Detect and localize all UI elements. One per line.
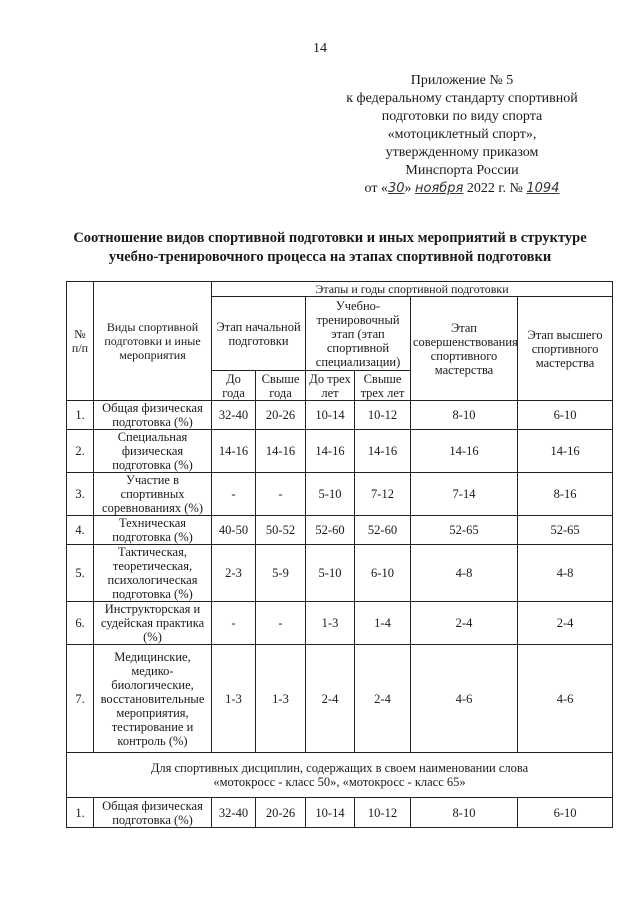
order-date-line bbox=[312, 180, 612, 198]
row-num: 3. bbox=[67, 473, 94, 516]
header-over-year: Свыше года bbox=[256, 371, 306, 401]
subheader-row bbox=[67, 753, 613, 798]
discipline-subheader bbox=[67, 753, 613, 798]
handwritten-day: 30 bbox=[387, 181, 405, 196]
appendix-line: утвержденному приказом bbox=[385, 145, 539, 160]
appendix-line: Приложение № 5 bbox=[410, 73, 514, 88]
cell: 40-50 bbox=[212, 516, 256, 545]
handwritten-order-number: 1094 bbox=[526, 181, 560, 196]
table-row bbox=[67, 430, 613, 473]
date-mid: » bbox=[404, 181, 412, 196]
cell: 20-26 bbox=[256, 401, 306, 430]
cell: 20-26 bbox=[256, 798, 306, 828]
header-stage-perfect: Этап совершенствования спортивного мастерства bbox=[411, 297, 518, 401]
appendix-line: подготовки по виду спорта bbox=[381, 109, 543, 124]
cell: 8-16 bbox=[518, 473, 613, 516]
cell: 50-52 bbox=[256, 516, 306, 545]
header-group: Этапы и годы спортивной подготовки bbox=[212, 282, 613, 297]
cell: 32-40 bbox=[212, 798, 256, 828]
cell: 52-60 bbox=[355, 516, 411, 545]
cell: 1-3 bbox=[256, 645, 306, 753]
row-num: 1. bbox=[67, 401, 94, 430]
appendix-line: к федеральному стандарту спортивной bbox=[346, 91, 578, 106]
cell: 14-16 bbox=[355, 430, 411, 473]
cell: 7-14 bbox=[411, 473, 518, 516]
header-kind: Виды спортивной подготовки и иные мероприятия bbox=[94, 282, 212, 401]
cell: - bbox=[212, 473, 256, 516]
header-over-three: Свыше трех лет bbox=[355, 371, 411, 401]
cell: 52-60 bbox=[306, 516, 355, 545]
row-name: Специальная физическая подготовка (%) bbox=[94, 430, 212, 473]
cell: 14-16 bbox=[212, 430, 256, 473]
row-num: 1. bbox=[67, 798, 94, 828]
table-row bbox=[67, 602, 613, 645]
page-number: 14 bbox=[313, 41, 327, 56]
training-ratio-table bbox=[66, 281, 613, 828]
header-stage-training: Учебно-тренировочный этап (этап спортивной специализации) bbox=[306, 297, 411, 371]
cell: 10-14 bbox=[306, 798, 355, 828]
row-name: Инструкторская и судейская практика (%) bbox=[94, 602, 212, 645]
cell: 1-4 bbox=[355, 602, 411, 645]
title-line: учебно-тренировочного процесса на этапах спортивной подготовки bbox=[108, 249, 552, 265]
subheader-line: «мотокросс - класс 50», «мотокросс - класс 65» bbox=[213, 775, 466, 789]
cell: 14-16 bbox=[411, 430, 518, 473]
cell: 5-10 bbox=[306, 545, 355, 602]
cell: 1-3 bbox=[306, 602, 355, 645]
cell: 2-4 bbox=[411, 602, 518, 645]
appendix-line: «мотоциклетный спорт», bbox=[387, 127, 537, 142]
cell: 4-6 bbox=[518, 645, 613, 753]
table-row bbox=[67, 545, 613, 602]
cell: 1-3 bbox=[212, 645, 256, 753]
cell: 10-14 bbox=[306, 401, 355, 430]
cell: 10-12 bbox=[355, 798, 411, 828]
table-row bbox=[67, 645, 613, 753]
subheader-line: Для спортивных дисциплин, содержащих в своем наименовании слова bbox=[150, 761, 529, 775]
cell: 4-6 bbox=[411, 645, 518, 753]
cell: 2-3 bbox=[212, 545, 256, 602]
cell: 6-10 bbox=[355, 545, 411, 602]
cell: 52-65 bbox=[518, 516, 613, 545]
row-num: 7. bbox=[67, 645, 94, 753]
cell: 14-16 bbox=[306, 430, 355, 473]
cell: 2-4 bbox=[355, 645, 411, 753]
cell: - bbox=[212, 602, 256, 645]
row-num: 4. bbox=[67, 516, 94, 545]
cell: 5-10 bbox=[306, 473, 355, 516]
row-num: 5. bbox=[67, 545, 94, 602]
cell: - bbox=[256, 473, 306, 516]
table-row bbox=[67, 401, 613, 430]
cell: 4-8 bbox=[411, 545, 518, 602]
cell: 14-16 bbox=[518, 430, 613, 473]
table-row bbox=[67, 798, 613, 828]
year-text: 2022 г. № bbox=[466, 181, 523, 196]
cell: 2-4 bbox=[518, 602, 613, 645]
table-row bbox=[67, 516, 613, 545]
date-prefix: от « bbox=[364, 181, 388, 196]
table-row bbox=[67, 473, 613, 516]
cell: 5-9 bbox=[256, 545, 306, 602]
appendix-line: Минспорта России bbox=[405, 163, 519, 178]
document-title bbox=[40, 229, 620, 267]
cell: 2-4 bbox=[306, 645, 355, 753]
row-name: Медицинские, медико-биологические, восстановительные мероприятия, тестирование и контроль (%) bbox=[94, 645, 212, 753]
row-name: Участие в спортивных соревнованиях (%) bbox=[94, 473, 212, 516]
header-up-to-year: До года bbox=[212, 371, 256, 401]
title-line: Соотношение видов спортивной подготовки и иных мероприятий в структуре bbox=[73, 230, 587, 246]
row-name: Общая физическая подготовка (%) bbox=[94, 798, 212, 828]
cell: 10-12 bbox=[355, 401, 411, 430]
cell: 8-10 bbox=[411, 798, 518, 828]
cell: 6-10 bbox=[518, 401, 613, 430]
cell: 7-12 bbox=[355, 473, 411, 516]
header-num: № п/п bbox=[67, 282, 94, 401]
appendix-block bbox=[312, 72, 612, 198]
row-num: 6. bbox=[67, 602, 94, 645]
cell: 4-8 bbox=[518, 545, 613, 602]
cell: 6-10 bbox=[518, 798, 613, 828]
row-name: Тактическая, теоретическая, психологическая подготовка (%) bbox=[94, 545, 212, 602]
row-name: Общая физическая подготовка (%) bbox=[94, 401, 212, 430]
cell: 32-40 bbox=[212, 401, 256, 430]
cell: 8-10 bbox=[411, 401, 518, 430]
cell: 52-65 bbox=[411, 516, 518, 545]
header-up-to-three: До трех лет bbox=[306, 371, 355, 401]
cell: - bbox=[256, 602, 306, 645]
header-stage-initial: Этап начальной подготовки bbox=[212, 297, 306, 371]
cell: 14-16 bbox=[256, 430, 306, 473]
handwritten-month: ноября bbox=[414, 181, 464, 196]
row-num: 2. bbox=[67, 430, 94, 473]
row-name: Техническая подготовка (%) bbox=[94, 516, 212, 545]
header-stage-highest: Этап высшего спортивного мастерства bbox=[518, 297, 613, 401]
